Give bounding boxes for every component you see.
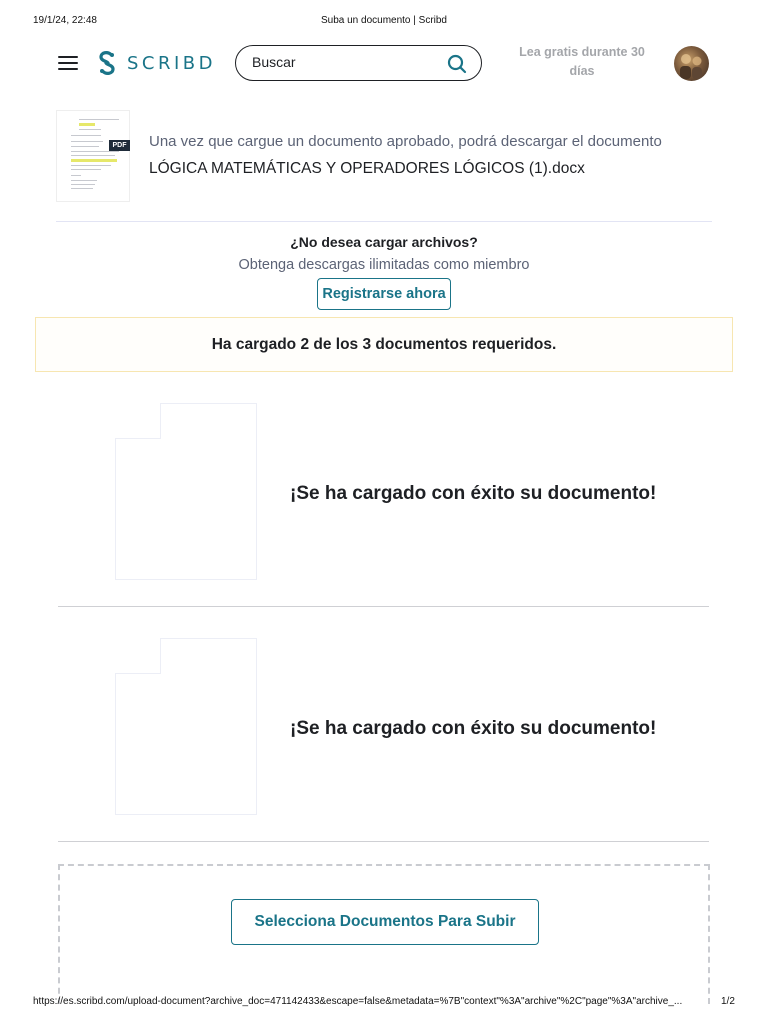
membership-cta xyxy=(0,232,768,302)
document-thumbnail xyxy=(56,110,130,202)
print-url: https://es.scribd.com/upload-document?archive_doc=471142433&escape=false&metadata=%7B"context"%3A"archive"%2C"page"%3A"archive_... xyxy=(33,996,683,1007)
search-input[interactable] xyxy=(252,54,432,70)
pdf-badge: PDF xyxy=(109,140,130,151)
uploaded-document-thumbnail xyxy=(115,403,257,580)
uploaded-document-thumbnail xyxy=(115,638,257,815)
search-icon[interactable] xyxy=(447,54,467,74)
search-box[interactable] xyxy=(235,45,482,81)
free-trial-line-2: días xyxy=(569,64,595,78)
free-trial-link[interactable] xyxy=(514,43,650,81)
cta-question: ¿No desea cargar archivos? xyxy=(290,234,478,250)
cta-subtitle: Obtenga descargas ilimitadas como miembro xyxy=(238,257,530,273)
top-navigation-bar xyxy=(0,40,768,86)
scribd-logo-icon xyxy=(95,50,119,76)
upload-progress-notice: Ha cargado 2 de los 3 documentos requeridos. xyxy=(35,317,733,372)
upload-success-message: ¡Se ha cargado con éxito su documento! xyxy=(290,718,657,739)
scribd-logo[interactable] xyxy=(95,49,216,77)
print-datetime: 19/1/24, 22:48 xyxy=(33,15,97,26)
print-footer xyxy=(0,996,768,1008)
register-now-button[interactable]: Registrarse ahora xyxy=(317,278,451,310)
avatar-photo-icon xyxy=(674,46,709,81)
uploaded-document-item xyxy=(58,638,709,842)
upload-success-message: ¡Se ha cargado con éxito su documento! xyxy=(290,483,657,504)
hamburger-icon[interactable] xyxy=(58,56,78,70)
uploaded-document-item xyxy=(58,403,709,607)
print-page-title: Suba un documento | Scribd xyxy=(320,15,447,26)
print-page-number: 1/2 xyxy=(721,996,735,1007)
upload-dropzone[interactable] xyxy=(58,864,710,1004)
document-file-name: LÓGICA MATEMÁTICAS Y OPERADORES LÓGICOS (1).docx xyxy=(149,160,585,177)
document-summary-row xyxy=(56,108,712,222)
print-header xyxy=(0,15,768,29)
logo-wordmark: SCRIBD xyxy=(127,52,217,74)
select-documents-button[interactable]: Selecciona Documentos Para Subir xyxy=(231,899,539,945)
free-trial-line-1: Lea gratis durante 30 xyxy=(519,45,645,59)
download-info-message: Una vez que cargue un documento aprobado, podrá descargar el documento xyxy=(149,133,662,150)
user-avatar[interactable] xyxy=(674,46,709,81)
